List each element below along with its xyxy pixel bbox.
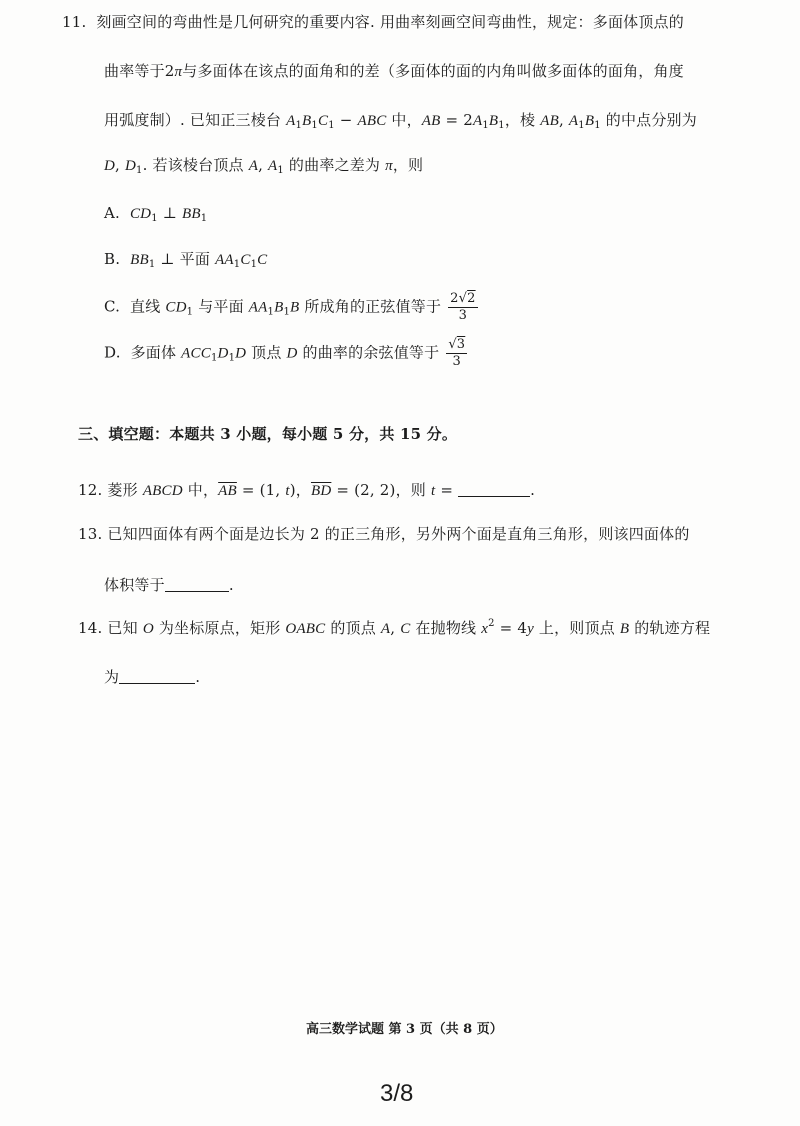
q11-option-b: B. $BB_1$ ⊥ 平面 $AA_1C_1C$ — [104, 250, 268, 270]
q11-line-3: 用弧度制）. 已知正三棱台 $A_1B_1C_1$ − ABC 中，AB = $2A_1B_1$，棱 AB, $A_1B_1$ 的中点分别为 — [104, 111, 697, 131]
q14-line-2: 为 . — [104, 668, 201, 686]
q14-line-1: 14. 已知 O 为坐标原点，矩形 OABC 的顶点 A, C 在抛物线 $x^2 = 4y$ 上，则顶点 B 的轨迹方程 — [78, 618, 711, 637]
q11-option-c: C. 直线 $CD_1$ 与平面 $AA_1B_1B$ 所成角的正弦值等于 $\frac{2√2}{3}$ — [104, 291, 476, 323]
q12-number: 12. — [78, 481, 103, 499]
q11-option-d-fraction: $\frac{√3}{3}$ — [448, 337, 466, 369]
q13-answer-blank[interactable] — [165, 577, 229, 592]
q12-answer-blank[interactable] — [458, 482, 530, 497]
q14-number: 14. — [78, 619, 103, 637]
page-indicator: 3/8 — [380, 1080, 414, 1107]
q11-option-c-fraction: $\frac{2√2}{3}$ — [450, 291, 476, 323]
q13-line-2: 体积等于 . — [104, 576, 234, 594]
section-3-heading: 三、填空题：本题共 3 小题，每小题 5 分，共 15 分。 — [78, 425, 458, 443]
q11-line-4: D, $D_1$. 若该棱台顶点 A, $A_1$ 的曲率之差为 π，则 — [104, 156, 424, 176]
footer-text: 高三数学试题 第 3 页（共 8 页） — [306, 1022, 503, 1037]
q11-text-1: 刻画空间的弯曲性是几何研究的重要内容. 用曲率刻画空间弯曲性，规定：多面体顶点的 — [91, 13, 684, 31]
q11-option-d: D. 多面体 $ACC_1D_1D$ 顶点 D 的曲率的余弦值等于 $\frac{√3}{3}$ — [104, 337, 466, 369]
q13-line-1: 13. 已知四面体有两个面是边长为 2 的正三角形，另外两个面是直角三角形，则该四面体的 — [78, 525, 690, 543]
q11-option-a: A. $CD_1$ ⊥ $BB_1$ — [104, 204, 208, 224]
q12-line: 12. 菱形 ABCD 中，$\overline{AB} = (1$, t)，$\overline{BD} = (2$, 2)，则 t = . — [78, 481, 536, 499]
q11-line-1 — [62, 12, 684, 32]
q13-number: 13. — [78, 525, 103, 543]
q11-number: 11. — [62, 13, 87, 31]
q14-answer-blank[interactable] — [119, 669, 195, 684]
q11-line-2: 曲率等于2π与多面体在该点的面角和的差（多面体的面的内角叫做多面体的面角，角度 — [104, 62, 684, 80]
